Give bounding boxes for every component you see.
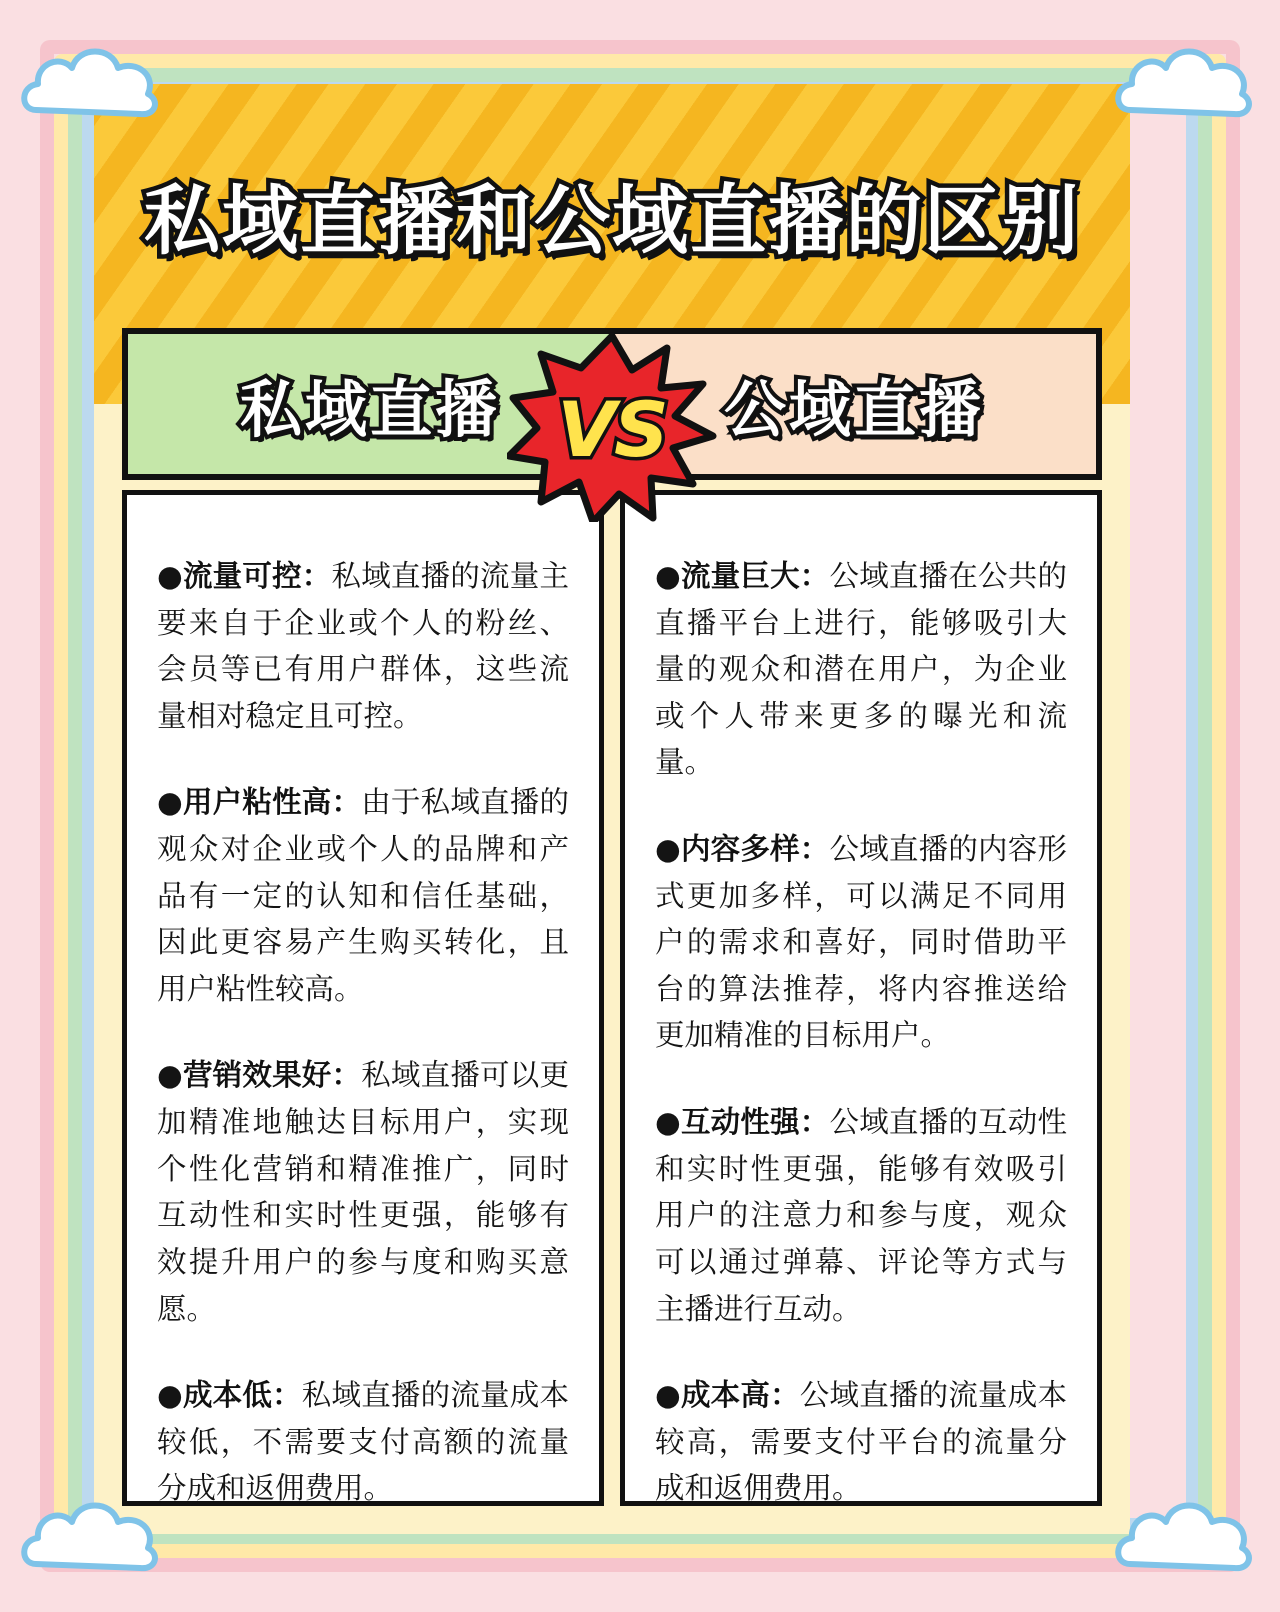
cloud-bottom-left-icon <box>18 1482 168 1592</box>
list-item <box>655 1372 1067 1512</box>
cloud-top-left-icon <box>18 28 168 138</box>
vs-label: VS <box>557 384 667 474</box>
bullet-icon: ● <box>157 1378 183 1413</box>
list-item <box>157 779 569 1012</box>
bullet-icon: ● <box>655 1378 681 1413</box>
page-title: 私域直播和公域直播的区别 <box>144 175 1080 265</box>
item-term: 互动性强： <box>680 1105 830 1140</box>
item-term: 成本低： <box>182 1378 302 1413</box>
item-desc: 公域直播的流量成本较高，需要支付平台的流量分成和返佣费用。 <box>655 1378 1067 1506</box>
item-desc: 公域直播的互动性和实时性更强，能够有效吸引用户的注意力和参与度，观众可以通过弹幕、评论等方式与主播进行互动。 <box>655 1105 1067 1326</box>
item-term: 内容多样： <box>680 832 830 867</box>
item-term: 用户粘性高： <box>182 785 362 820</box>
list-item <box>655 826 1067 1059</box>
item-desc: 私域直播的流量成本较低，不需要支付高额的流量分成和返佣费用。 <box>157 1378 569 1506</box>
list-item <box>157 553 569 739</box>
vs-burst-badge <box>507 332 717 522</box>
public-domain-column <box>620 490 1102 1506</box>
bullet-icon: ● <box>655 1105 681 1140</box>
bullet-icon: ● <box>157 1058 183 1093</box>
bullet-icon: ● <box>157 559 183 593</box>
list-item <box>157 1372 569 1512</box>
bullet-icon: ● <box>157 785 183 820</box>
cloud-bottom-right-icon <box>1112 1482 1262 1592</box>
item-desc: 私域直播的流量主要来自于企业或个人的粉丝、会员等已有用户群体，这些流量相对稳定且可控。 <box>157 559 569 733</box>
item-desc: 公域直播的内容形式更加多样，可以满足不同用户的需求和喜好，同时借助平台的算法推荐，将内容推送给更加精准的目标用户。 <box>655 832 1067 1053</box>
comparison-columns <box>122 490 1102 1506</box>
item-term: 流量可控： <box>182 559 332 593</box>
item-term: 成本高： <box>680 1378 800 1413</box>
item-term: 流量巨大： <box>680 559 830 593</box>
right-header-label: 公域直播 <box>723 372 984 446</box>
item-desc: 私域直播可以更加精准地触达目标用户，实现个性化营销和精准推广，同时互动性和实时性更强，能够有效提升用户的参与度和购买意愿。 <box>157 1058 569 1326</box>
bullet-icon: ● <box>655 559 681 593</box>
item-desc: 由于私域直播的观众对企业或个人的品牌和产品有一定的认知和信任基础，因此更容易产生购买转化，且用户粘性较高。 <box>157 785 569 1006</box>
list-item <box>157 1052 569 1332</box>
list-item <box>655 1099 1067 1332</box>
bullet-icon: ● <box>655 832 681 867</box>
cloud-top-right-icon <box>1112 28 1262 138</box>
item-term: 营销效果好： <box>182 1058 362 1093</box>
left-header-label: 私域直播 <box>239 372 500 446</box>
title-wrap <box>94 84 1130 344</box>
private-domain-column <box>122 490 604 1506</box>
content-card <box>94 84 1130 1534</box>
item-desc: 公域直播在公共的直播平台上进行，能够吸引大量的观众和潜在用户，为企业或个人带来更多的曝光和流量。 <box>655 559 1067 780</box>
list-item <box>655 553 1067 786</box>
